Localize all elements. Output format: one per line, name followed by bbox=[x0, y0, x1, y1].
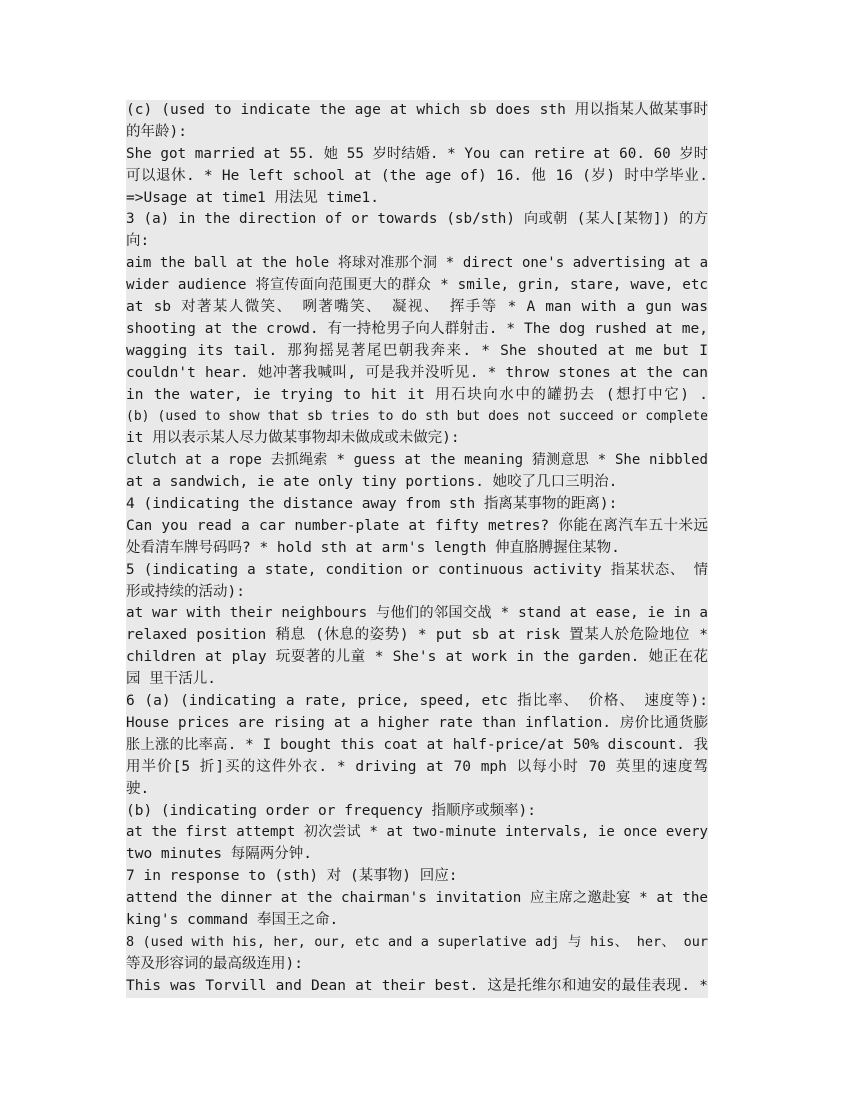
text-line: two minutes 每隔两分钟. bbox=[126, 844, 708, 866]
text-line: 7 in response to (sth) 对 (某事物) 回应: bbox=[126, 866, 708, 888]
text-line: children at play 玩耍著的儿童 * She's at work in the garden. 她正在花 bbox=[126, 647, 708, 669]
text-line: at war with their neighbours 与他们的邻国交战 * stand at ease, ie in a bbox=[126, 603, 708, 625]
text-line: couldn't hear. 她冲著我喊叫, 可是我并没听见. * throw stones at the can bbox=[126, 363, 708, 385]
text-line: (c) (used to indicate the age at which sb does sth 用以指某人做某事时 bbox=[126, 100, 708, 122]
text-line: 形或持续的活动): bbox=[126, 582, 708, 604]
text-line: 胀上涨的比率高. * I bought this coat at half-price/at 50% discount. 我 bbox=[126, 735, 708, 757]
text-line: 可以退休. * He left school at (the age of) 16. 他 16 (岁) 时中学毕业. bbox=[126, 166, 708, 188]
text-line: 3 (a) in the direction of or towards (sb/sth) 向或朝 (某人[某物]) 的方 bbox=[126, 209, 708, 231]
text-line: wagging its tail. 那狗摇晃著尾巴朝我奔来. * She shouted at me but I bbox=[126, 341, 708, 363]
text-line: (b) (indicating order or frequency 指顺序或频率): bbox=[126, 801, 708, 823]
text-line: 用半价[5 折]买的这件外衣. * driving at 70 mph 以每小时 70 英里的速度驾 bbox=[126, 757, 708, 779]
text-line: wider audience 将宣传面向范围更大的群众 * smile, grin, stare, wave, etc bbox=[126, 275, 708, 297]
text-line: at the first attempt 初次尝试 * at two-minute intervals, ie once every bbox=[126, 822, 708, 844]
text-line: at a sandwich, ie ate only tiny portions. 她咬了几口三明治. bbox=[126, 472, 708, 494]
text-line: 向: bbox=[126, 231, 708, 253]
text-line: She got married at 55. 她 55 岁时结婚. * You can retire at 60. 60 岁时 bbox=[126, 144, 708, 166]
text-line: it 用以表示某人尽力做某事物却未做成或未做完): bbox=[126, 428, 708, 450]
text-line: relaxed position 稍息 (休息的姿势) * put sb at risk 置某人於危险地位 * bbox=[126, 625, 708, 647]
text-line: Can you read a car number-plate at fifty metres? 你能在离汽车五十米远 bbox=[126, 516, 708, 538]
text-line: House prices are rising at a higher rate than inflation. 房价比通货膨 bbox=[126, 713, 708, 735]
text-line: 6 (a) (indicating a rate, price, speed, etc 指比率、 价格、 速度等): bbox=[126, 691, 708, 713]
text-line: 5 (indicating a state, condition or continuous activity 指某状态、 情 bbox=[126, 560, 708, 582]
text-line: 的年龄): bbox=[126, 122, 708, 144]
text-line: at sb 对著某人微笑、 咧著嘴笑、 凝视、 挥手等 * A man with a gun was bbox=[126, 297, 708, 319]
text-line: 等及形容词的最高级连用): bbox=[126, 954, 708, 976]
text-line: 驶. bbox=[126, 779, 708, 801]
text-line: =>Usage at time1 用法见 time1. bbox=[126, 188, 708, 210]
text-line: This was Torvill and Dean at their best. 这是托维尔和迪安的最佳表现. * bbox=[126, 976, 708, 998]
text-line: 4 (indicating the distance away from sth 指离某事物的距离): bbox=[126, 494, 708, 516]
text-line: attend the dinner at the chairman's invitation 应主席之邀赴宴 * at the bbox=[126, 888, 708, 910]
text-line: king's command 奉国王之命. bbox=[126, 910, 708, 932]
text-line: shooting at the crowd. 有一持枪男子向人群射击. * The dog rushed at me, bbox=[126, 319, 708, 341]
text-line: 园 里干活儿. bbox=[126, 669, 708, 691]
text-line: clutch at a rope 去抓绳索 * guess at the meaning 猜测意思 * She nibbled bbox=[126, 450, 708, 472]
text-line: 处看清车牌号码吗? * hold sth at arm's length 伸直胳膊握住某物. bbox=[126, 538, 708, 560]
text-line: (b) (used to show that sb tries to do sth but does not succeed or complete bbox=[126, 406, 708, 428]
dictionary-text-block bbox=[126, 100, 708, 998]
text-line: aim the ball at the hole 将球对准那个洞 * direct one's advertising at a bbox=[126, 253, 708, 275]
text-line: 8 (used with his, her, our, etc and a superlative adj 与 his、 her、 our bbox=[126, 932, 708, 954]
text-line: in the water, ie trying to hit it 用石块向水中的罐扔去 (想打中它) . bbox=[126, 385, 708, 407]
